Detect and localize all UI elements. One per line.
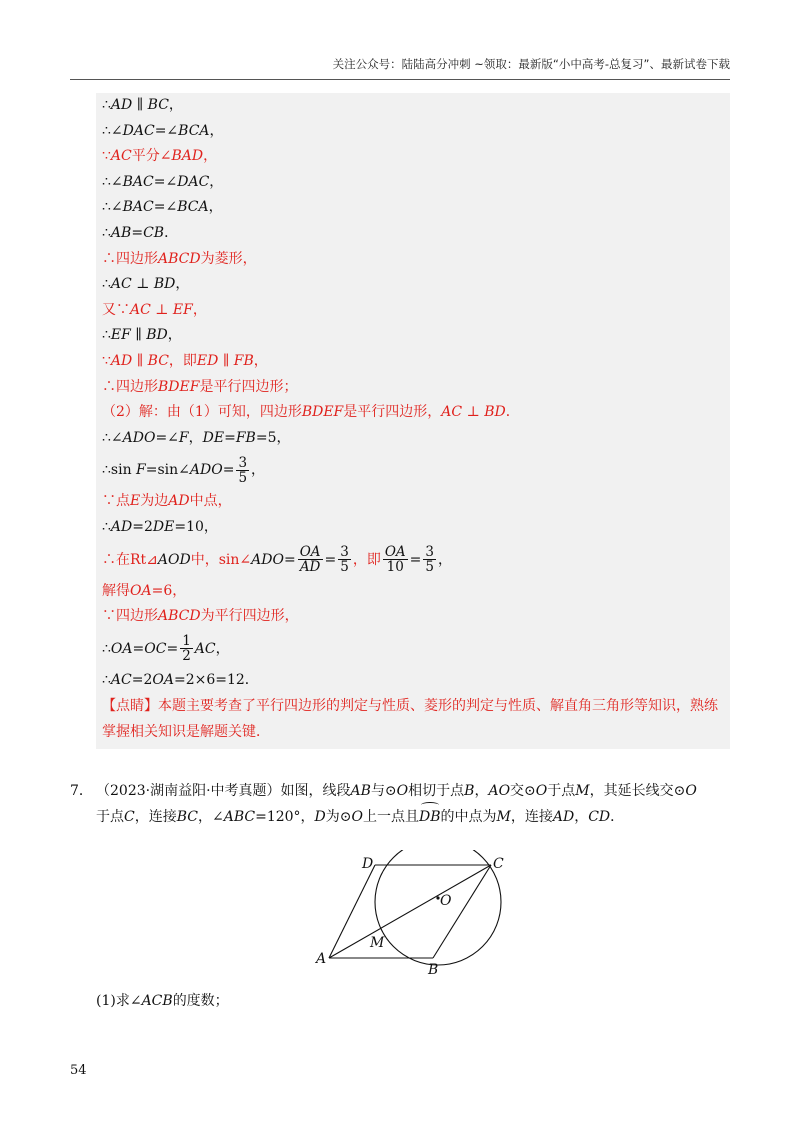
segment-bc <box>433 865 491 958</box>
solution-line-13: （2）解：由（1）可知，四边形BDEF是平行四边形，AC ⊥ BD． <box>102 404 520 421</box>
solution-line-6: ∴AB=CB． <box>102 224 179 241</box>
solution-line-12: ∴四边形BDEF是平行四边形； <box>102 378 298 395</box>
question-number: 7． <box>70 783 93 799</box>
geometry-figure <box>300 850 520 980</box>
label-o: O <box>440 893 452 909</box>
solution-line-10: ∴EF ∥ BD， <box>102 327 182 344</box>
segment-ad <box>329 865 375 958</box>
subquestion-1: (1)求∠ACB的度数； <box>96 993 229 1009</box>
header-divider <box>70 79 730 80</box>
fraction: $\frac{3}{5}$ <box>340 543 349 575</box>
solution-line-16: ∵点E为边AD中点， <box>102 493 232 510</box>
segment-ac <box>329 865 491 958</box>
label-d: D <box>362 856 374 872</box>
label-m: M <box>370 935 385 951</box>
label-c: C <box>493 856 504 872</box>
arc-db: DB <box>419 804 441 830</box>
solution-line-19: 解得OA=6， <box>102 582 187 599</box>
solution-line-9: 又∵AC ⊥ EF， <box>102 301 207 318</box>
question-7-line-2: 于点C，连接BC，∠ABC=120°，D为⊙O上一点且DB的中点为M，连接AD，CD． <box>70 804 730 830</box>
fraction: $\frac{1}{2}$ <box>182 633 191 665</box>
page-number: 54 <box>70 1063 87 1078</box>
label-a: A <box>316 951 327 967</box>
solution-line-3: ∵AC平分∠BAD， <box>102 148 218 165</box>
question-7 <box>70 778 730 830</box>
solution-block <box>96 93 730 749</box>
solution-line-20: ∵四边形ABCD为平行四边形， <box>102 608 299 625</box>
solution-line-14: ∴∠ADO=∠F，DE=FB=5， <box>102 429 291 446</box>
comment-text: 本题主要考查了平行四边形的判定与性质、菱形的判定与性质、解直角三角形等知识，熟练掌握相关知识是解题关键． <box>102 698 718 741</box>
solution-line-11: ∵AD ∥ BC，即ED ∥ FB， <box>102 352 268 369</box>
solution-line-4: ∴∠BAC=∠DAC， <box>102 173 224 190</box>
solution-comment <box>102 693 730 745</box>
solution-line-22: ∴AC=2OA=2×6=12． <box>102 671 259 688</box>
fraction: $\frac{3}{5}$ <box>425 543 434 575</box>
fraction: $\frac{3}{5}$ <box>238 454 248 486</box>
fraction: $\frac{OA}{AD}$ <box>299 543 321 575</box>
solution-line-21: ∴OA=OC= $\frac{1}{2}$ AC， <box>102 633 230 665</box>
comment-tag: 【点睛】 <box>102 698 158 715</box>
solution-line-17: ∴AD=2DE=10， <box>102 518 218 535</box>
circle-o <box>375 850 501 965</box>
solution-line-7: ∴四边形ABCD为菱形， <box>102 250 257 267</box>
solution-line-1: ∴AD ∥ BC， <box>102 97 183 113</box>
label-b: B <box>428 962 439 978</box>
solution-line-2: ∴∠DAC=∠BCA， <box>102 122 224 139</box>
solution-line-8: ∴AC ⊥ BD， <box>102 276 190 293</box>
page-header: 关注公众号：陆陆高分冲刺 ~领取：最新版“小中高考-总复习”、最新试卷下载 <box>332 57 730 71</box>
solution-line-15: ∴sin F=sin∠ADO= $\frac{3}{5}$ ， <box>102 454 266 486</box>
fraction: $\frac{OA}{10}$ <box>384 543 406 575</box>
solution-line-5: ∴∠BAC=∠BCA， <box>102 199 223 216</box>
question-7-line-1: 7． （2023·湖南益阳·中考真题）如图，线段AB与⊙O相切于点B，AO交⊙O于点M，其延长线交⊙O <box>70 778 730 804</box>
solution-line-18: ∴在Rt⊿AOD中，sin∠ADO= $\frac{OA}{AD}$ = $\frac{3}{5}$ ，即 $\frac{OA}{10}$ = $\frac{3}{5}$ ， <box>102 543 452 575</box>
